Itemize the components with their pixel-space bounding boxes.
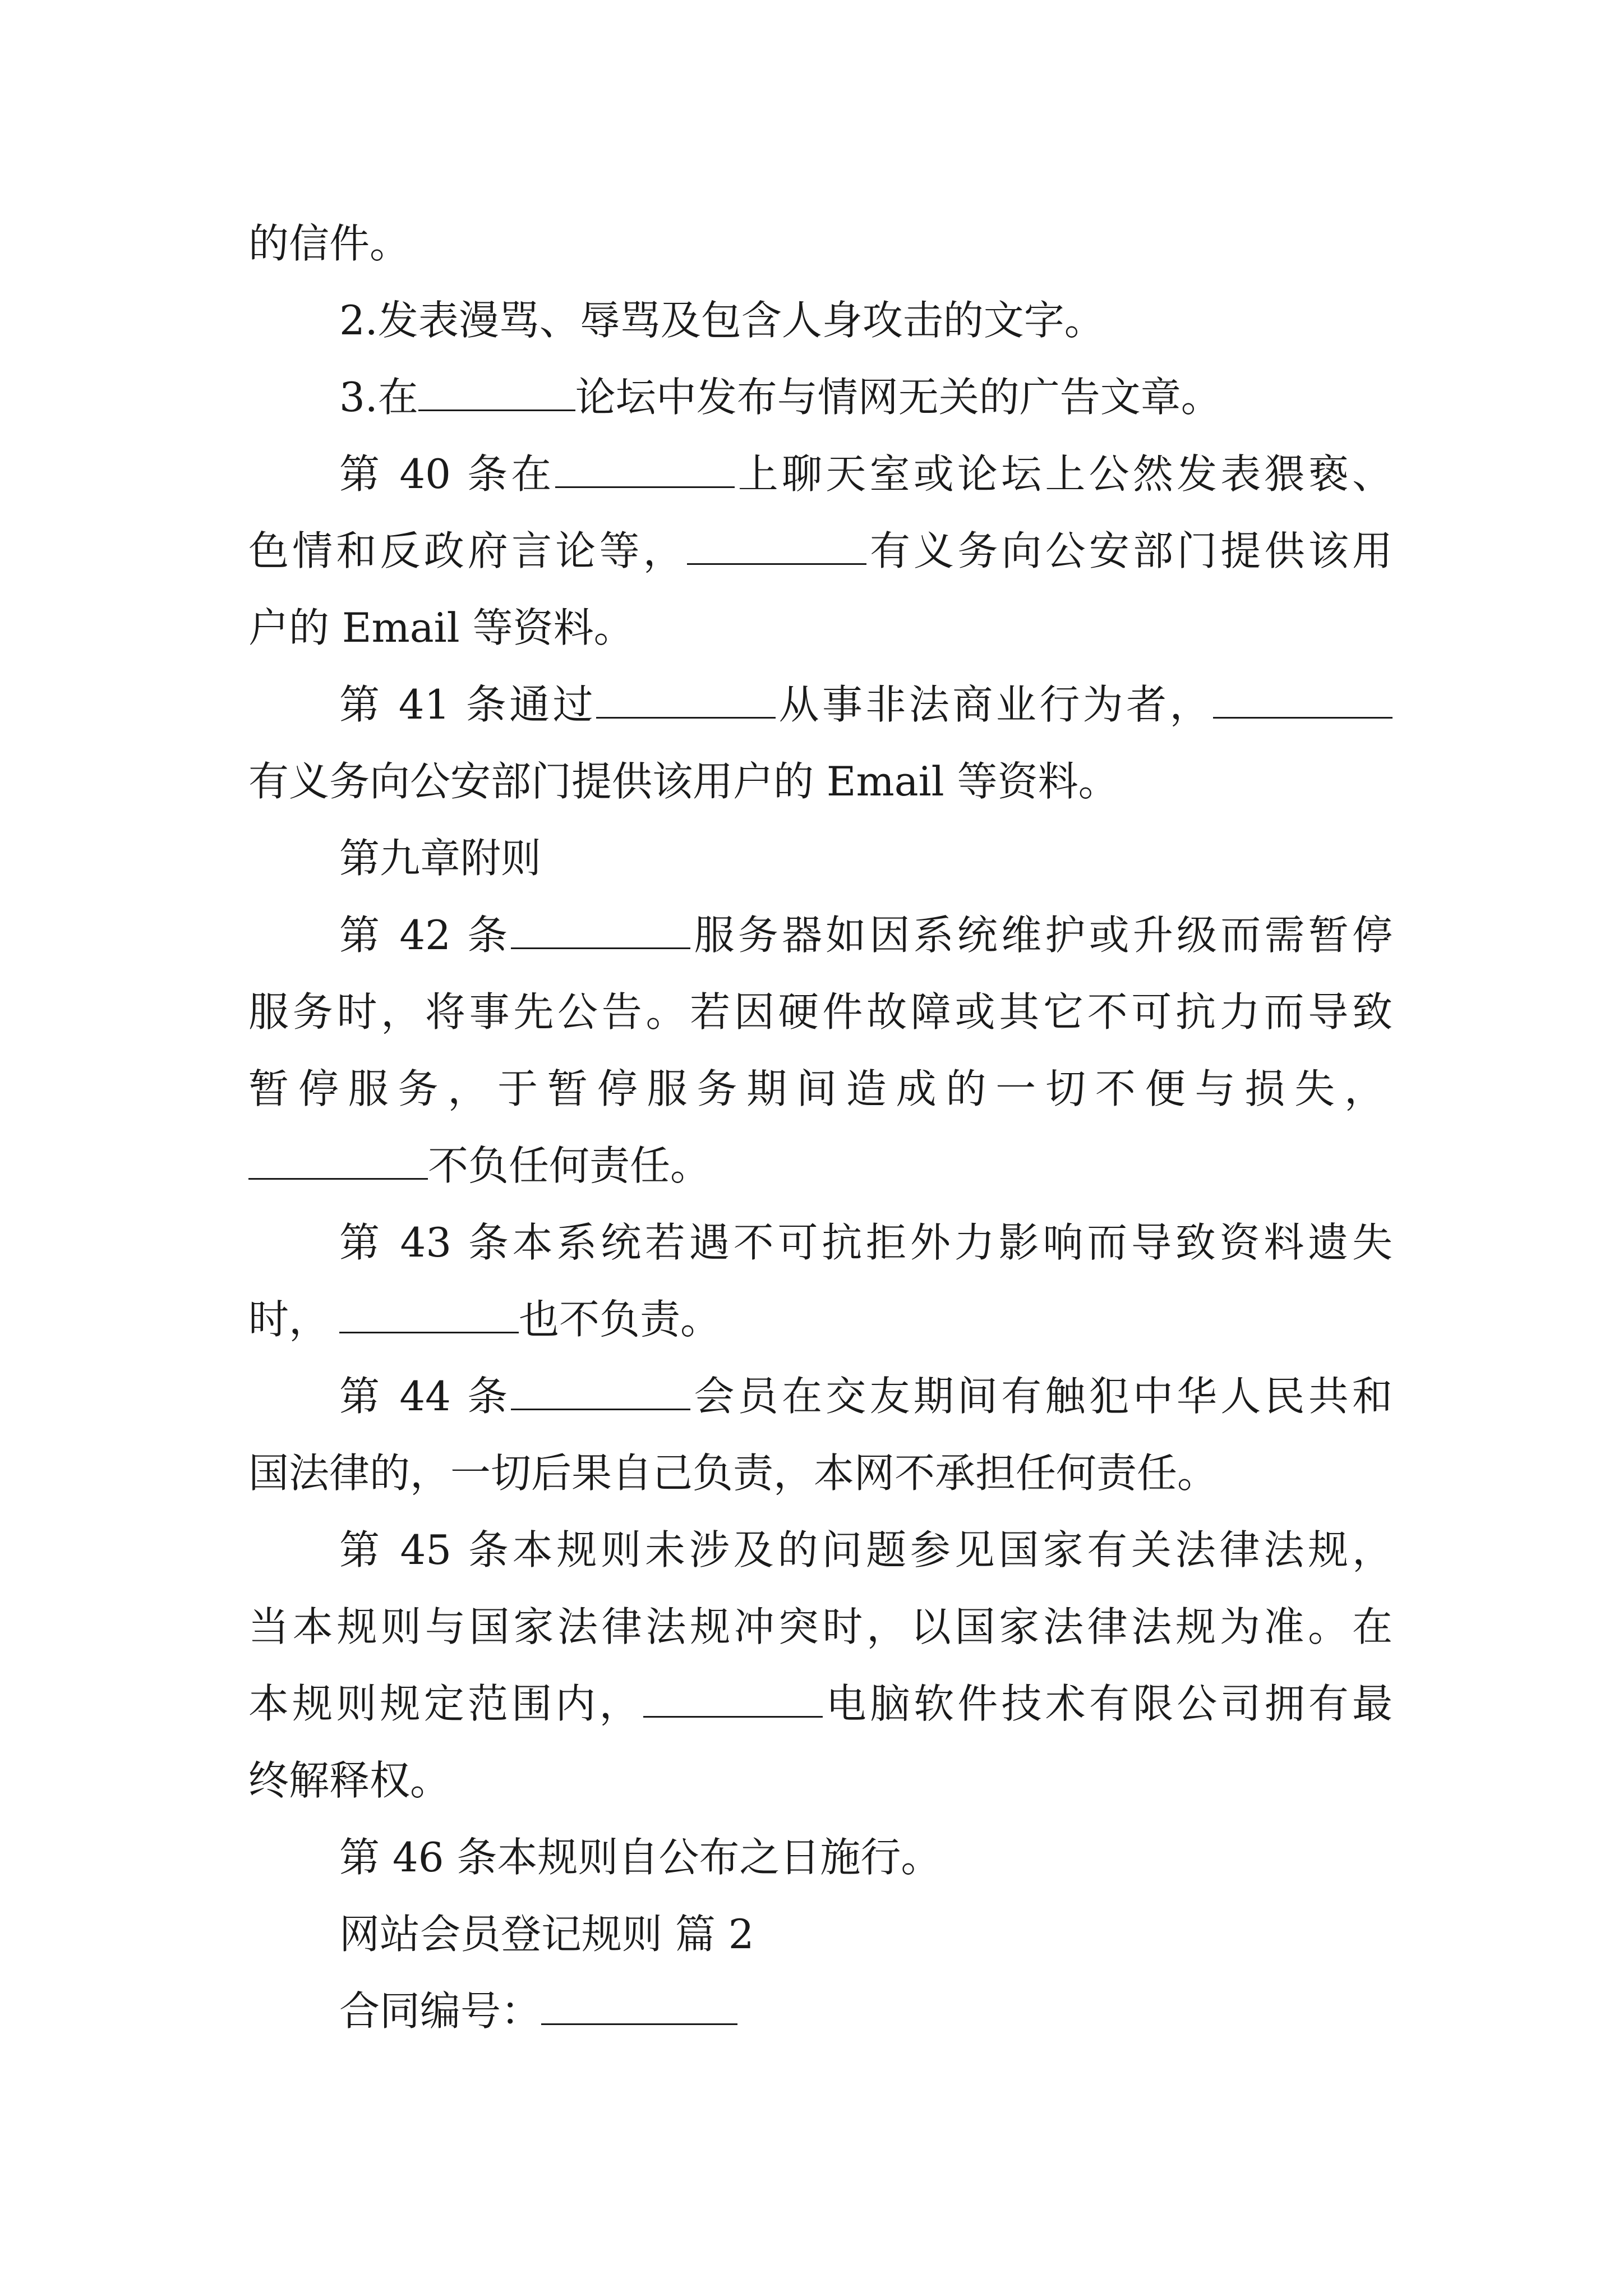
text: 本规则规定范围内， (248, 1680, 643, 1727)
fill-blank (418, 376, 575, 411)
paragraph-line (248, 1665, 1393, 1742)
paragraph-line (248, 1358, 1393, 1435)
paragraph-line (248, 436, 1393, 513)
text: 2.发表漫骂、辱骂及包含人身攻击的文字。 (339, 297, 1105, 344)
paragraph-line (248, 1589, 1393, 1665)
paragraph-line (248, 1204, 1393, 1281)
text: 当本规则与国家法律法规冲突时，以国家法律法规为准。在 (248, 1603, 1393, 1650)
text: 有义务向公安部门提供该用户的 Email 等资料。 (248, 758, 1119, 805)
document-page (248, 205, 1393, 2050)
paragraph-line (248, 205, 1393, 282)
paragraph-line (248, 974, 1393, 1051)
text: 第 41 条通过 (339, 681, 597, 728)
text: 终解释权。 (248, 1757, 451, 1804)
paragraph-line (248, 666, 1393, 743)
fill-blank (643, 1682, 823, 1718)
fill-blank (511, 1375, 690, 1410)
contract-number-line (248, 1973, 1393, 2050)
text: 合同编号： (339, 1987, 542, 2035)
text: 服务时，将事先公告。若因硬件故障或其它不可抗力而导致 (248, 988, 1393, 1036)
paragraph-line (248, 1435, 1393, 1512)
paragraph-line (248, 1819, 1393, 1896)
paragraph-line (248, 1128, 1393, 1204)
text: 有义务向公安部门提供该用 (866, 527, 1393, 574)
text: 第 40 条在 (339, 450, 555, 498)
text: 的信件。 (248, 220, 411, 267)
paragraph-line (248, 1512, 1393, 1589)
text: 第 42 条 (339, 912, 511, 959)
text: 电脑软件技术有限公司拥有最 (822, 1680, 1393, 1727)
text: 户的 Email 等资料。 (248, 604, 634, 651)
paragraph-line (248, 590, 1393, 666)
paragraph-line (248, 1281, 1393, 1358)
text: 论坛中发布与情网无关的广告文章。 (575, 374, 1221, 421)
text: 服务器如因系统维护或升级而需暂停 (690, 912, 1393, 959)
text: 不负任何责任。 (428, 1142, 711, 1189)
text: 时， (248, 1296, 330, 1343)
text: 第 46 条本规则自公布之日施行。 (339, 1834, 942, 1881)
text: 暂停服务，于暂停服务期间造成的一切不便与损失， (248, 1065, 1393, 1112)
fill-blank (596, 683, 776, 719)
text: 色情和反政府言论等， (248, 527, 687, 574)
text: 国法律的，一切后果自己负责，本网不承担任何责任。 (248, 1450, 1218, 1497)
text: 3.在 (339, 374, 418, 421)
paragraph-line (248, 282, 1393, 359)
paragraph-line (248, 1742, 1393, 1819)
fill-blank (687, 530, 866, 565)
text: 第九章附则 (339, 835, 542, 882)
text: 第 43 条本系统若遇不可抗拒外力影响而导致资料遗失 (339, 1219, 1393, 1266)
paragraph-line (248, 897, 1393, 974)
text: 会员在交友期间有触犯中华人民共和 (690, 1373, 1393, 1420)
fill-blank (511, 914, 690, 949)
text: 从事非法商业行为者， (776, 681, 1213, 728)
section-heading (248, 1896, 1393, 1973)
fill-blank (1213, 683, 1393, 719)
paragraph-line (248, 513, 1393, 590)
paragraph-line (248, 359, 1393, 436)
paragraph-line (248, 743, 1393, 820)
text: 第 44 条 (339, 1373, 511, 1420)
text: 上聊天室或论坛上公然发表猥亵、 (734, 450, 1393, 498)
contract-number-blank (541, 1990, 737, 2025)
text: 第 45 条本规则未涉及的问题参见国家有关法律法规， (339, 1526, 1393, 1573)
chapter-heading (248, 820, 1393, 897)
fill-blank (339, 1298, 519, 1333)
paragraph-line (248, 1051, 1393, 1128)
fill-blank (248, 1144, 428, 1180)
text: 网站会员登记规则 篇 2 (339, 1911, 754, 1958)
fill-blank (555, 453, 735, 488)
text: 也不负责。 (519, 1296, 721, 1343)
